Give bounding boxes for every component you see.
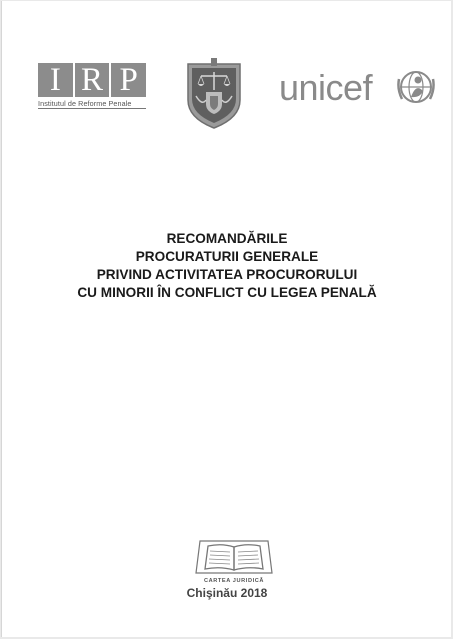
unicef-globe-icon xyxy=(396,67,436,107)
publisher-name: CARTEA JURIDICĂ xyxy=(203,578,265,584)
coat-of-arms-icon xyxy=(184,56,244,130)
irp-letter: P xyxy=(109,63,146,97)
imprint: Chişinău 2018 xyxy=(186,586,268,600)
unicef-logo xyxy=(279,65,439,111)
title-line: CU MINORII ÎN CONFLICT CU LEGEA PENALĂ xyxy=(77,285,377,300)
document-title xyxy=(2,230,452,302)
irp-letter: R xyxy=(73,63,110,97)
irp-logo xyxy=(38,63,146,111)
publisher-logo xyxy=(194,539,274,587)
title-line: PROCURATURII GENERALE xyxy=(135,249,319,264)
title-line: RECOMANDĂRILE xyxy=(166,231,288,246)
irp-letter: I xyxy=(49,62,61,98)
irp-logo-box xyxy=(38,63,146,97)
title-line: PRIVIND ACTIVITATEA PROCURORULUI xyxy=(96,267,358,282)
unicef-wordmark: unicef xyxy=(279,67,373,108)
cover-page xyxy=(1,1,451,637)
irp-subtitle: Institutul de Reforme Penale xyxy=(38,99,146,109)
